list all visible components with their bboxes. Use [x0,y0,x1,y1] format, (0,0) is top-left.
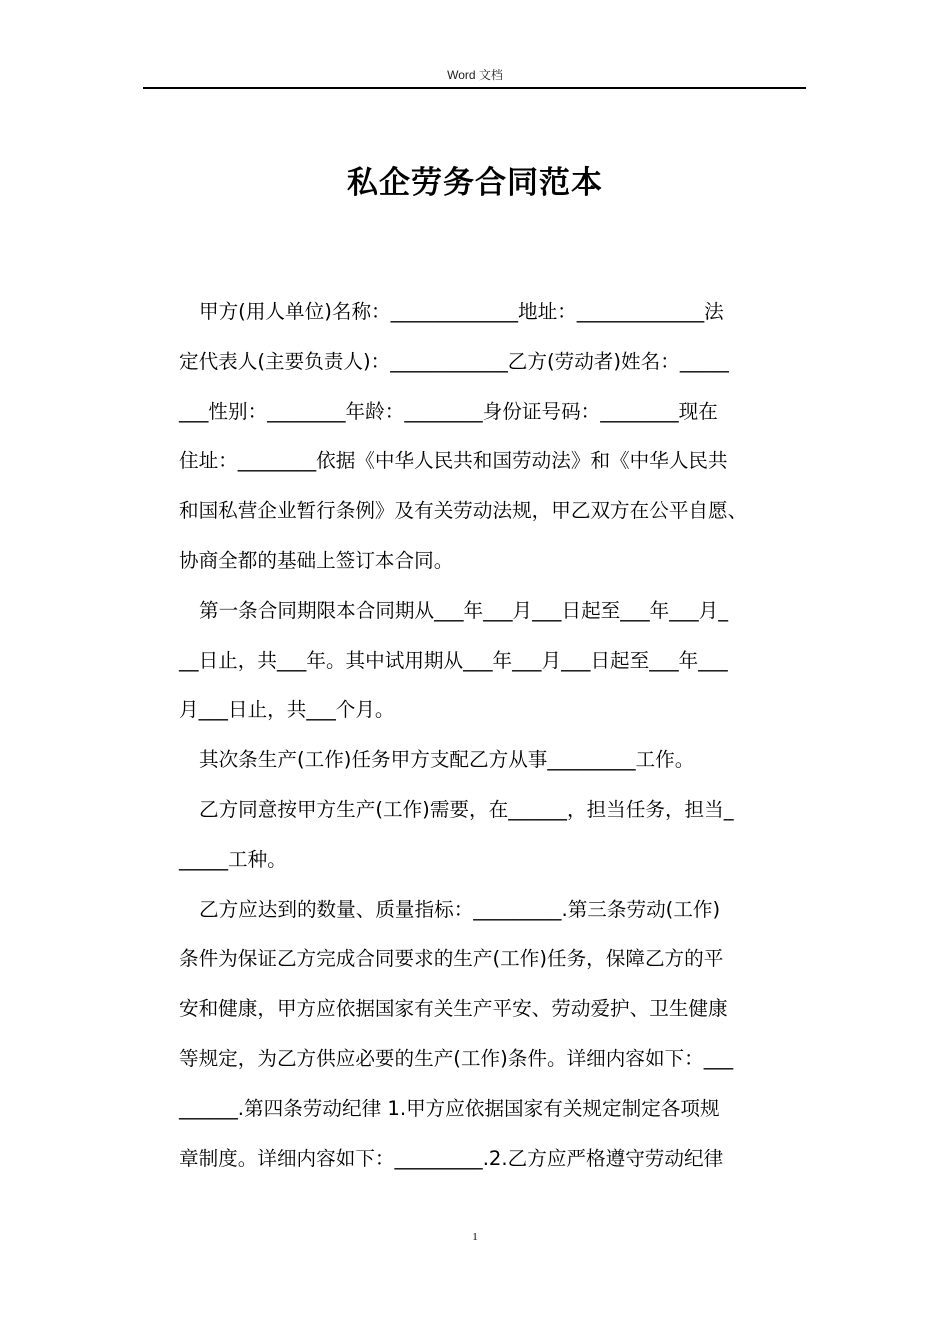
body-line: 定代表人(主要负责人)：____________乙方(劳动者)姓名：_____ [179,349,729,373]
body-line: 等规定，为乙方供应必要的生产(工作)条件。详细内容如下：___ [179,1046,734,1070]
body-line: 乙方应达到的数量、质量指标：_________.第三条劳动(工作) [199,897,721,921]
body-line: 月___日止，共___个月。 [179,698,395,722]
body-line: 章制度。详细内容如下：_________.2.乙方应严格遵守劳动纪律 [179,1146,724,1170]
body-line: 和国私营企业暂行条例》及有关劳动法规，甲乙双方在公平自愿、 [179,499,748,523]
body-line: 协商全都的基础上签订本合同。 [179,548,454,572]
page-number: 1 [472,1231,478,1243]
page-header-text: Word 文档 [447,68,503,82]
body-line: 乙方同意按甲方生产(工作)需要，在______，担当任务，担当_ [199,797,734,821]
body-line: 甲方(用人单位)名称：_____________地址：_____________法 [199,300,724,323]
body-line: 其次条生产(工作)任务甲方支配乙方从事_________工作。 [199,748,695,772]
header-divider [143,87,806,89]
document-title: 私企劳务合同范本 [347,165,603,201]
body-line: __日止，共___年。其中试用期从___年___月___日起至___年___ [179,648,728,672]
document-body [179,287,809,1183]
body-line: 安和健康，甲方应依据国家有关生产平安、劳动爱护、卫生健康 [179,997,728,1021]
body-line: 第一条合同期限本合同期从___年___月___日起至___年___月_ [199,598,729,622]
body-line: 条件为保证乙方完成合同要求的生产(工作)任务，保障乙方的平 [179,947,724,971]
body-line: ___性别：________年龄：________身份证号码：________现在 [179,399,718,423]
body-line: _____工种。 [179,847,287,871]
body-line: 住址：________依据《中华人民共和国劳动法》和《中华人民共 [179,449,728,473]
body-line: ______.第四条劳动纪律 1.甲方应依据国家有关规定制定各项规 [179,1096,720,1120]
